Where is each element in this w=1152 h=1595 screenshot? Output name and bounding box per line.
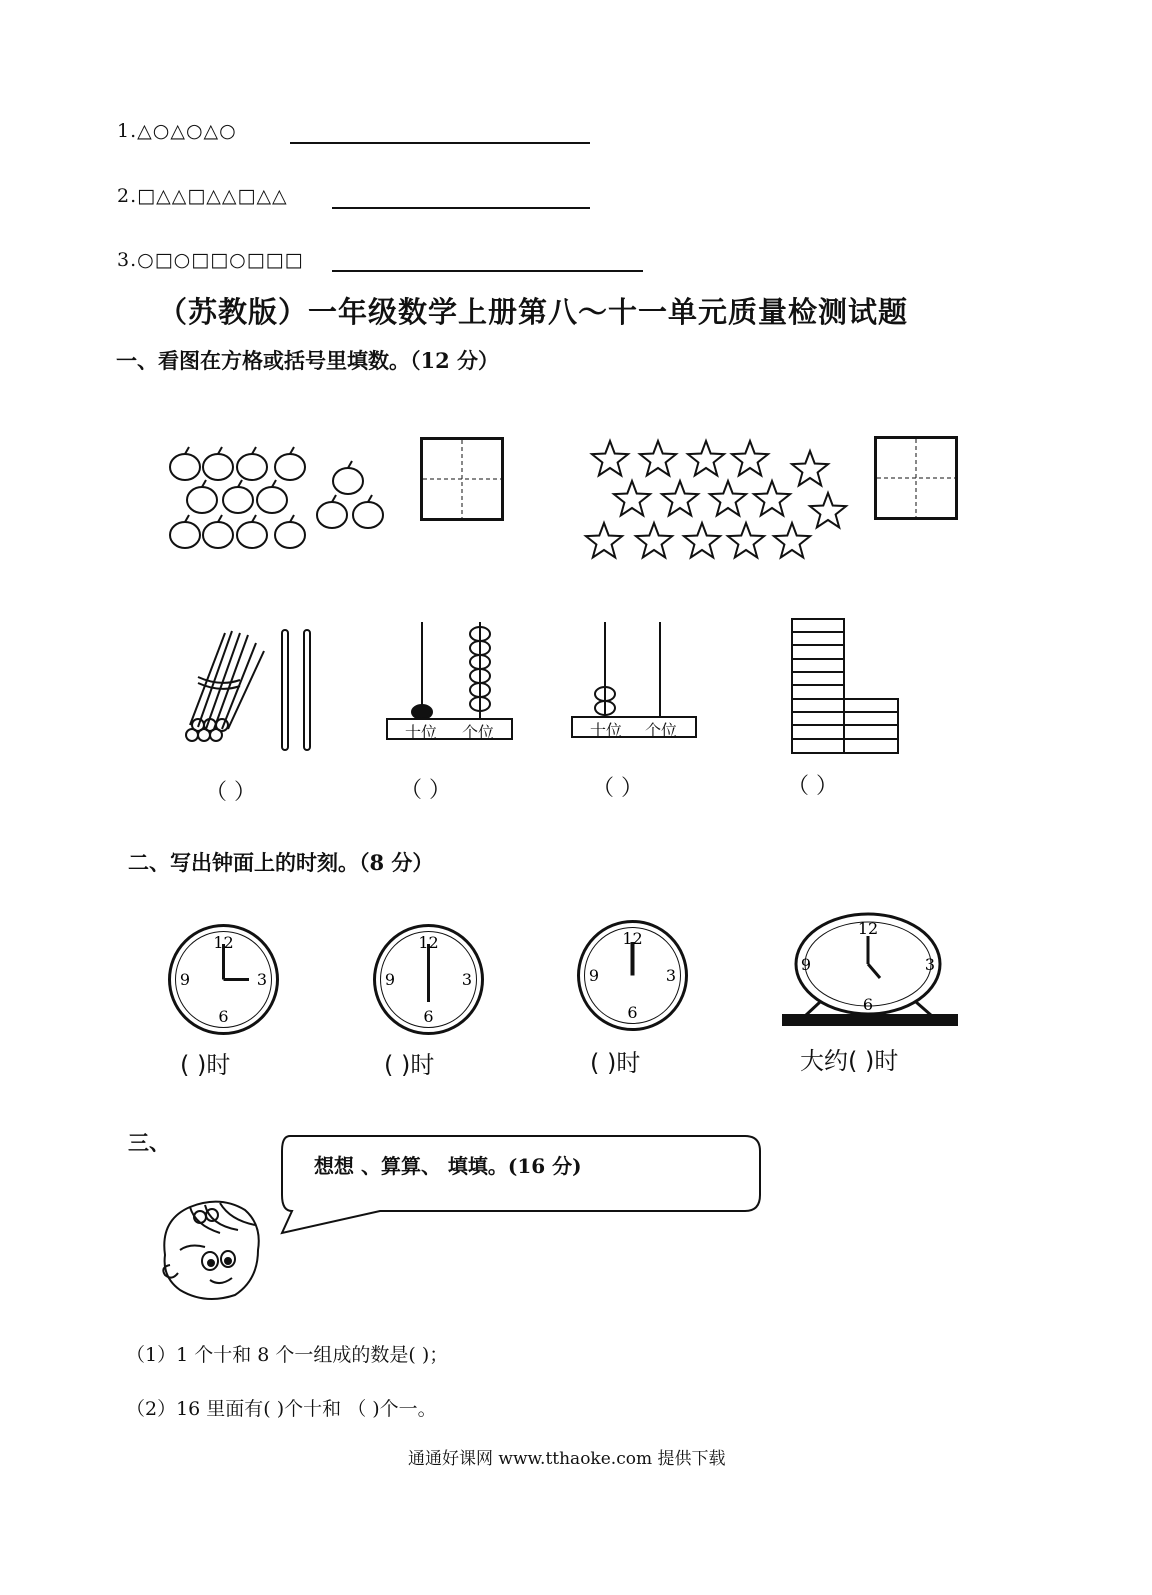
abacus-ones-label: 个位 <box>462 723 495 742</box>
answer-grid-box[interactable] <box>420 437 504 521</box>
star-icon <box>640 441 676 475</box>
answer-line[interactable] <box>332 270 643 272</box>
clock-answer[interactable]: ( )时 <box>590 1049 641 1077</box>
apple-icon <box>203 515 233 548</box>
star-icon <box>614 481 650 515</box>
clock-face <box>371 922 486 1037</box>
child-face-illustration <box>150 1195 265 1305</box>
answer-grid-box[interactable] <box>874 436 958 520</box>
page-title: （苏教版）一年级数学上册第八～十一单元质量检测试题 <box>158 295 909 329</box>
clock-answer[interactable]: ( )时 <box>384 1051 435 1079</box>
speech-bubble-text: 想想 、算算、 填填。(16 分) <box>314 1154 582 1178</box>
apple-icon <box>317 495 347 528</box>
apple-icon <box>257 480 287 513</box>
answer-parens[interactable]: （ ） <box>592 776 643 801</box>
pattern-number: 1. <box>117 120 138 142</box>
pattern-shapes: △○△○△○ <box>137 120 237 142</box>
apple-icon <box>170 447 200 480</box>
clock-number-3: 3 <box>256 970 268 989</box>
answer-parens[interactable]: （ ） <box>400 778 451 803</box>
question-1: （1）1 个十和 8 个一组成的数是( )； <box>126 1344 449 1366</box>
star-icon <box>592 441 628 475</box>
apple-icon <box>275 447 305 480</box>
clock-number-12: 12 <box>418 933 439 952</box>
apple-icon <box>187 480 217 513</box>
clock-number-6: 6 <box>862 995 874 1014</box>
apples-illustration <box>160 445 400 565</box>
apple-icon <box>333 461 363 494</box>
pattern-2 <box>117 185 288 207</box>
clock-number-9: 9 <box>179 970 191 989</box>
clock-number-6: 6 <box>423 1007 434 1026</box>
speech-bubble <box>270 1133 770 1238</box>
apple-icon <box>237 515 267 548</box>
clock-number-12: 12 <box>213 933 234 952</box>
clock-number-12: 12 <box>622 929 643 948</box>
table-clock <box>780 912 960 1032</box>
clock-number-6: 6 <box>627 1003 638 1022</box>
apple-icon <box>170 515 200 548</box>
abacus-tens-label: 十位 <box>405 723 438 742</box>
answer-line[interactable] <box>290 142 590 144</box>
pattern-3 <box>117 249 304 271</box>
apple-icon <box>275 515 305 548</box>
footer-source: 通通好课网 www.tthaoke.com 提供下载 <box>408 1449 726 1469</box>
clock-face <box>166 922 281 1037</box>
star-icon <box>684 523 720 557</box>
section-2-heading: 二、写出钟面上的时刻。（8 分） <box>128 850 434 875</box>
star-icon <box>810 493 846 527</box>
star-icon <box>586 523 622 557</box>
pattern-number: 3. <box>117 249 138 271</box>
sticks-bundle-illustration <box>180 625 320 755</box>
clock-number-12: 12 <box>857 919 879 938</box>
question-2: （2）16 里面有( )个十和 （ )个一。 <box>126 1398 437 1420</box>
blocks-illustration <box>790 617 900 755</box>
clock-answer[interactable]: 大约( )时 <box>800 1047 899 1075</box>
clock-number-3: 3 <box>924 955 936 974</box>
apple-icon <box>223 480 253 513</box>
clock-number-9: 9 <box>800 955 812 974</box>
clock-face <box>575 918 690 1033</box>
section-1-heading: 一、看图在方格或括号里填数。（12 分） <box>116 348 500 373</box>
apple-icon <box>353 495 383 528</box>
star-icon <box>774 523 810 557</box>
star-icon <box>710 481 746 515</box>
abacus-ones-label: 个位 <box>645 721 678 740</box>
star-icon <box>792 451 828 485</box>
pattern-shapes: ○□○□□○□□□ <box>137 249 304 271</box>
star-icon <box>732 441 768 475</box>
star-icon <box>754 481 790 515</box>
apple-icon <box>203 447 233 480</box>
answer-parens[interactable]: （ ） <box>787 774 838 799</box>
clock-number-3: 3 <box>665 966 677 985</box>
stars-illustration <box>580 432 860 567</box>
apple-icon <box>237 447 267 480</box>
star-icon <box>728 523 764 557</box>
abacus-tens-label: 十位 <box>590 721 623 740</box>
clock-number-6: 6 <box>218 1007 229 1026</box>
answer-line[interactable] <box>332 207 590 209</box>
section-3-label: 三、 <box>128 1130 170 1155</box>
pattern-number: 2. <box>117 185 138 207</box>
star-icon <box>688 441 724 475</box>
clock-number-9: 9 <box>384 970 396 989</box>
clock-answer[interactable]: ( )时 <box>180 1051 231 1079</box>
star-icon <box>662 481 698 515</box>
clock-number-3: 3 <box>461 970 473 989</box>
clock-number-9: 9 <box>588 966 600 985</box>
star-icon <box>636 523 672 557</box>
pattern-1 <box>117 120 237 142</box>
answer-parens[interactable]: （ ） <box>205 780 256 805</box>
pattern-shapes: □△△□△△□△△ <box>137 185 288 207</box>
